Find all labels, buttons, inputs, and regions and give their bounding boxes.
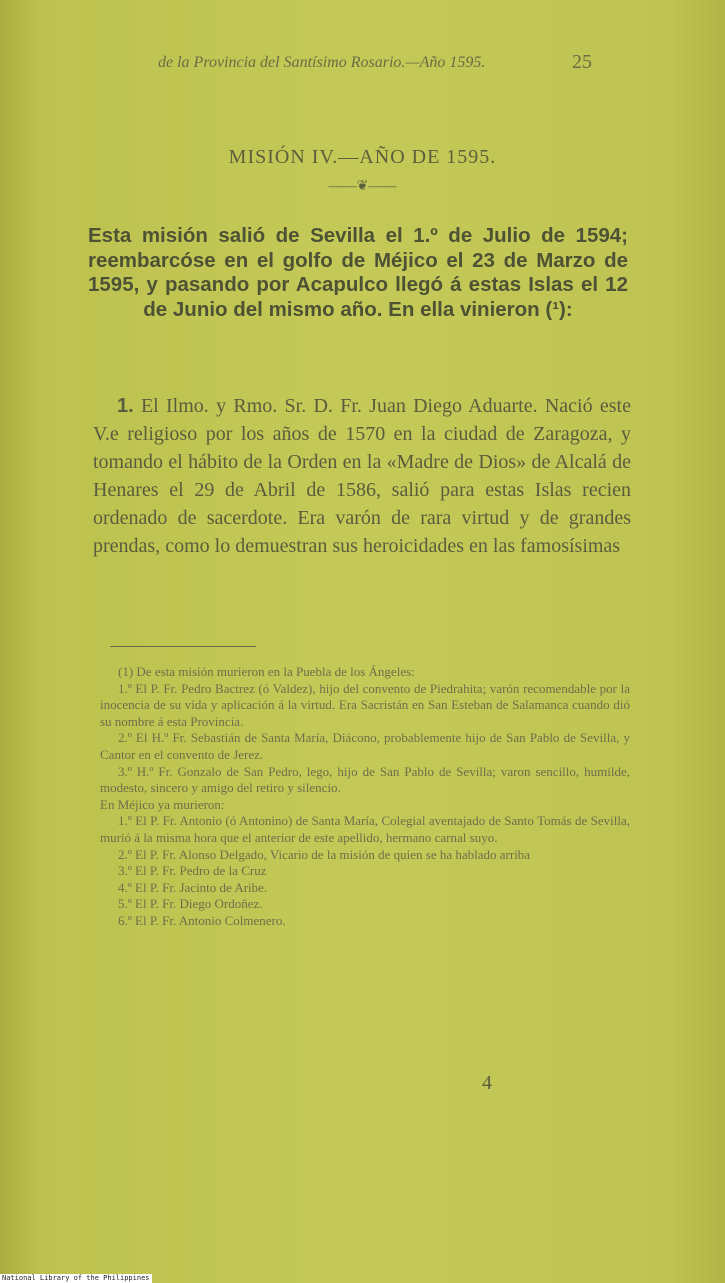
- footnote-rule: [110, 646, 256, 647]
- signature-mark: 4: [482, 1072, 492, 1094]
- footnote-line: 1.º El P. Fr. Pedro Bactrez (ó Valdez), hijo del convento de Piedrahita; varón recomendable por la inocencia de su vida y aplicación á la virtud. Era Sacristán en San Esteban de Salamanca cuando dió su nombre á esta Provincia.: [100, 680, 630, 729]
- library-footer: National Library of the Philippines: [2, 1274, 150, 1282]
- footnote-line: 5.º El P. Fr. Diego Ordoñez.: [118, 896, 263, 912]
- footnote-line: (1) De esta misión murieron en la Puebla de los Ángeles:: [118, 664, 415, 679]
- footnote-line: 4.º El P. Fr. Jacinto de Aribe.: [118, 879, 268, 895]
- section-title: MISIÓN IV.—AÑO DE 1595.: [228, 146, 497, 168]
- entry-number: 1.: [117, 395, 134, 417]
- ornament-divider: ——❦——: [328, 179, 397, 194]
- footnote-line: 1.º El P. Fr. Antonio (ó Antonino) de Santa María, Colegial aventajado de Santo Tomás de Sevilla, murió á la misma hora que el anterior de este apellido, hermano carnal suyo.: [100, 813, 630, 845]
- footnotes: [100, 664, 630, 930]
- running-head-text: de la Provincia del Santísimo Rosario.—Año 1595.: [158, 54, 486, 71]
- footnote-line: 3.º H.º Fr. Gonzalo de San Pedro, lego, hijo de San Pablo de Sevilla; varon sencillo, humilde, modesto, sincero y amigo del retiro y silencio.: [100, 763, 630, 796]
- footnote-line: 2.º El P. Fr. Alonso Delgado, Vicario de la misión de quien se ha hablado arriba: [118, 846, 531, 862]
- running-head: [158, 51, 598, 73]
- footnote-line: 2.º El H.º Fr. Sebastián de Santa María, Diácono, probablemente hijo de San Pablo de Sevilla, y Cantor en el convento de Jerez.: [100, 730, 630, 762]
- entry-paragraph: [93, 392, 631, 560]
- page-number: 25: [572, 51, 592, 73]
- intro-paragraph: Esta misión salió de Sevilla el 1.º de Julio de 1594; reembarcóse en el golfo de Méjico el 23 de Marzo de 1595, y pasando por Acapulco llegó á estas Islas el 12 de Junio del mismo año. En ella vinieron (¹):: [88, 224, 628, 321]
- footnote-line: 3.º El P. Fr. Pedro de la Cruz: [118, 863, 267, 879]
- footnote-line: 6.º El P. Fr. Antonio Colmenero.: [118, 912, 286, 928]
- footnote-line: En Méjico ya murieron:: [100, 796, 225, 812]
- entry-text: El Ilmo. y Rmo. Sr. D. Fr. Juan Diego Aduarte. Nació este V.e religioso por los años de 1570 en la ciudad de Zaragoza, y tomando el hábito de la Orden en la «Madre de Dios» de Alcalá de Henares el 29 de Abril de 1586, salió para estas Islas recien ordenado de sacerdote. Era varón de rara virtud y de grandes prendas, como lo demuestran sus heroicidades en las famosísimas: [93, 395, 631, 557]
